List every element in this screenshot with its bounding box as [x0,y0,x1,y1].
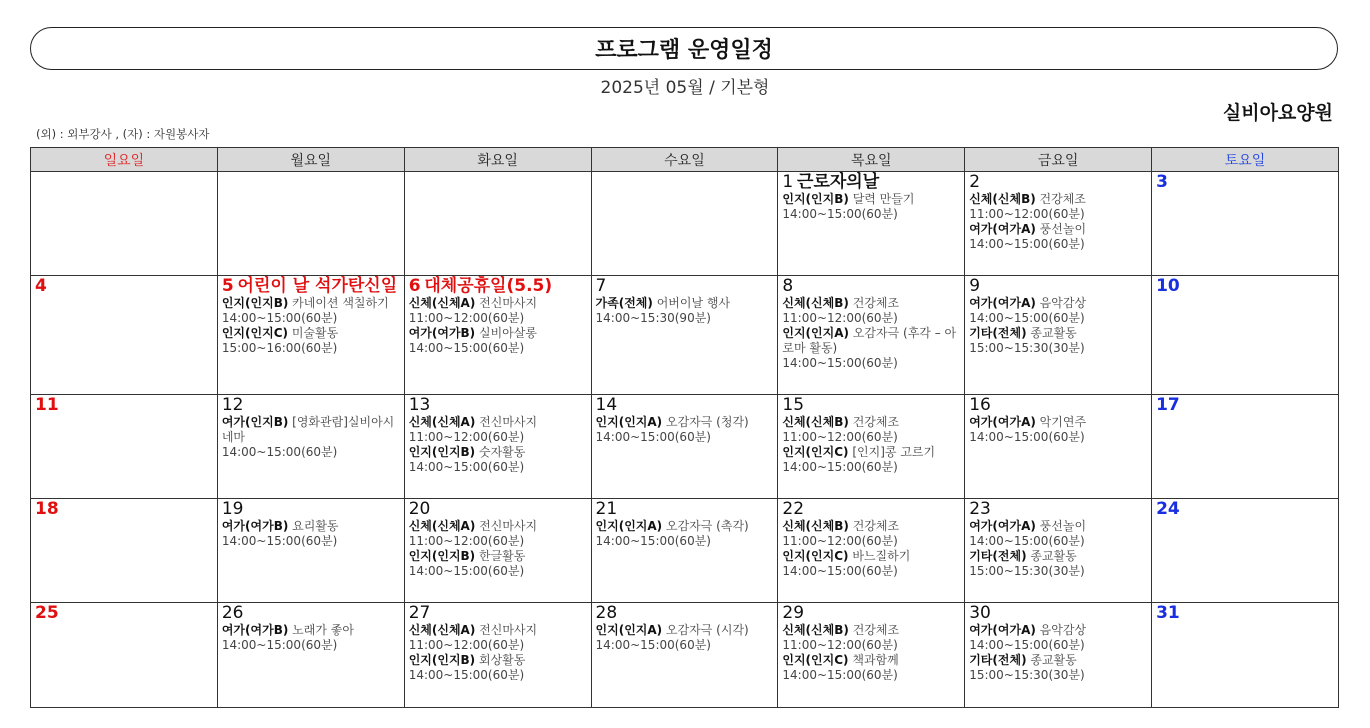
activity-entry [969,415,1148,430]
day-header [596,604,775,623]
activity-entry [969,222,1148,237]
day-number: 25 [35,603,59,623]
activity-time: 11:00~12:00(60분) [782,311,898,325]
activity-category: 인지(인지A) [595,415,663,429]
activity-name: 전신마사지 [479,415,538,429]
day-cell [591,395,778,499]
day-header [1156,396,1335,415]
day-cell [591,499,778,603]
activity-entry [969,549,1148,564]
activity-name: 실비아살롱 [479,326,537,340]
day-number: 5 [221,276,234,296]
day-cell [1152,276,1339,395]
day-header [969,277,1148,296]
day-cell [965,499,1152,603]
activity-time: 14:00~15:00(60분) [408,460,525,474]
activity-entry [782,549,961,564]
activity-time: 11:00~12:00(60분) [782,430,898,444]
day-header [222,604,401,623]
activity-category: 여가(여가B) [221,623,289,637]
day-header [409,396,588,415]
activity-entry [782,519,961,534]
day-number: 29 [782,603,805,623]
activity-name: 음악감상 [1039,296,1087,310]
day-number: 2 [969,172,981,192]
day-cell [591,172,778,276]
activity-entry [969,296,1148,311]
holiday-title: 대체공휴일(5.5) [424,276,553,296]
activity-category: 신체(신체A) [408,623,476,637]
day-cell [965,603,1152,708]
activity-category: 여가(인지B) [221,415,289,429]
day-number: 15 [782,395,805,415]
activity-category: 여가(여가B) [221,519,289,533]
day-number: 26 [221,603,244,623]
activity-name: 어버이날 행사 [656,296,731,310]
activity-category: 인지(인지B) [408,653,476,667]
activity-entry [409,415,588,430]
activity-entry [409,549,588,564]
activity-time: 15:00~15:30(30분) [969,668,1085,682]
activity-category: 여가(여가A) [969,415,1036,429]
day-number: 9 [969,276,981,296]
activity-time: 14:00~15:00(60분) [595,534,711,548]
day-number: 11 [35,395,59,415]
activity-time: 14:00~15:00(60분) [595,430,711,444]
activity-category: 인지(인지A) [782,326,849,340]
activity-category: 신체(신체A) [408,296,476,310]
activity-entry [409,326,588,341]
activity-entry [782,623,961,638]
activity-name: 오감자극 (촉각) [665,519,749,533]
day-cell [965,276,1152,395]
day-number: 3 [1156,172,1168,192]
activity-category: 여가(여가A) [969,222,1036,236]
weekday-header-wednesday: 수요일 [591,148,778,172]
day-cell [404,276,591,395]
day-cell [778,276,965,395]
day-cell [404,603,591,708]
activity-name: 건강체조 [852,519,900,533]
day-header [35,277,214,296]
activity-name: 오감자극 (청각) [665,415,749,429]
activity-name: 요리활동 [292,519,339,533]
day-number: 31 [1156,603,1180,623]
day-cell [1152,499,1339,603]
activity-entry [782,653,961,668]
day-cell [778,172,965,276]
activity-entry [782,445,961,460]
calendar-week-row [31,276,1339,395]
day-header [222,277,401,296]
activity-time: 14:00~15:00(60분) [969,534,1085,548]
day-cell [1152,172,1339,276]
day-cell [217,276,404,395]
activity-entry [222,415,401,445]
day-header [1156,277,1335,296]
activity-category: 인지(인지A) [595,623,663,637]
day-header [596,277,775,296]
activity-name: 책과함께 [852,653,899,667]
activity-entry [409,445,588,460]
weekday-header-row [31,148,1339,172]
activity-name: 카네이션 색칠하기 [292,296,389,310]
activity-time: 14:00~15:00(60분) [969,638,1085,652]
activity-time: 11:00~12:00(60분) [408,534,525,548]
organization-name: 실비아요양원 [1222,102,1333,124]
day-number: 30 [969,603,991,623]
day-number: 4 [35,276,47,296]
activity-category: 가족(전체) [595,296,653,310]
activity-category: 신체(신체B) [782,296,849,310]
day-header [1156,500,1335,519]
day-number: 14 [595,395,618,415]
day-number: 19 [221,499,244,519]
activity-category: 기타(전체) [969,326,1027,340]
activity-entry [782,296,961,311]
activity-time: 15:00~16:00(60분) [221,341,338,355]
day-cell [31,603,218,708]
weekday-header-monday: 월요일 [217,148,404,172]
day-cell [31,395,218,499]
day-number: 27 [408,603,431,623]
activity-time: 14:00~15:00(60분) [782,207,898,221]
day-header [782,604,961,623]
day-cell [778,499,965,603]
schedule-subtitle: 2025년 05월 / 기본형 [600,78,770,98]
activity-time: 14:00~15:00(60분) [969,430,1085,444]
day-number: 16 [969,395,991,415]
activity-time: 14:00~15:00(60분) [782,668,898,682]
day-number: 24 [1156,499,1180,519]
day-header [969,396,1148,415]
day-cell [591,603,778,708]
activity-category: 인지(인지C) [782,549,849,563]
activity-time: 14:00~15:30(90분) [595,311,711,325]
activity-entry [409,653,588,668]
activity-entry [969,192,1148,207]
day-header [409,277,588,296]
activity-entry [969,326,1148,341]
activity-category: 여가(여가A) [969,519,1036,533]
activity-name: [인지]콩 고르기 [852,445,936,459]
activity-entry [222,519,401,534]
activity-category: 인지(인지A) [595,519,663,533]
activity-name: 바느질하기 [852,549,911,563]
activity-name: 달력 만들기 [852,192,915,206]
activity-category: 신체(신체A) [408,415,476,429]
calendar-week-row [31,499,1339,603]
activity-time: 14:00~15:00(60분) [408,564,525,578]
day-number: 8 [782,276,794,296]
day-number: 13 [408,395,431,415]
activity-category: 신체(신체B) [782,519,849,533]
day-header [35,604,214,623]
day-header [596,500,775,519]
day-cell [217,395,404,499]
day-cell [778,603,965,708]
activity-entry [782,192,961,207]
day-number: 23 [969,499,991,519]
activity-time: 11:00~12:00(60분) [969,207,1085,221]
activity-entry [409,519,588,534]
weekday-header-tuesday: 화요일 [404,148,591,172]
calendar-week-row [31,172,1339,276]
activity-name: 종교활동 [1030,549,1077,563]
day-number: 12 [221,395,244,415]
activity-category: 여가(여가B) [408,326,476,340]
calendar-week-row [31,395,1339,499]
activity-name: 전신마사지 [479,623,538,637]
activity-entry [409,296,588,311]
activity-entry [969,623,1148,638]
activity-time: 11:00~12:00(60분) [408,430,525,444]
legend-note: (외) : 외부강사 , (자) : 자원봉사자 [36,127,210,141]
activity-entry [596,415,775,430]
holiday-title: 근로자의날 [797,172,880,192]
day-header [782,173,961,192]
activity-entry [596,296,775,311]
activity-category: 신체(신체B) [782,415,849,429]
activity-time: 14:00~15:00(60분) [408,341,525,355]
activity-category: 신체(신체B) [782,623,849,637]
day-cell [404,499,591,603]
day-number: 17 [1156,395,1180,415]
day-cell [31,172,218,276]
activity-name: 노래가 좋아 [292,623,354,637]
day-cell [1152,395,1339,499]
activity-time: 14:00~15:00(60분) [782,564,898,578]
day-number: 18 [35,499,59,519]
activity-time: 14:00~15:00(60분) [969,237,1085,251]
activity-category: 인지(인지C) [221,326,288,340]
activity-category: 여가(여가A) [969,296,1036,310]
activity-entry [782,415,961,430]
activity-time: 14:00~15:00(60분) [408,668,525,682]
day-header [969,173,1148,192]
activity-time: 14:00~15:00(60분) [782,356,898,370]
day-cell [31,499,218,603]
activity-name: 오감자극 (시각) [665,623,749,637]
activity-name: 전신마사지 [479,296,538,310]
day-number: 10 [1156,276,1180,296]
day-cell [217,172,404,276]
day-header [969,500,1148,519]
activity-category: 인지(인지B) [408,549,476,563]
activity-time: 14:00~15:00(60분) [221,311,338,325]
activity-name: 종교활동 [1030,326,1077,340]
day-cell [591,276,778,395]
day-header [1156,604,1335,623]
activity-category: 인지(인지C) [782,653,849,667]
weekday-header-friday: 금요일 [965,148,1152,172]
activity-category: 인지(인지B) [782,192,849,206]
day-header [782,277,961,296]
activity-name: 건강체조 [1039,192,1086,206]
day-header [222,500,401,519]
day-number: 21 [595,499,618,519]
activity-name: 건강체조 [852,296,900,310]
activity-entry [969,519,1148,534]
activity-time: 11:00~12:00(60분) [782,638,898,652]
holiday-title: 어린이 날 석가탄신일 [237,276,398,296]
activity-name: 숫자활동 [479,445,526,459]
activity-entry [596,519,775,534]
activity-entry [782,326,961,356]
day-header [35,396,214,415]
activity-category: 인지(인지B) [221,296,289,310]
activity-time: 11:00~12:00(60분) [782,534,898,548]
activity-time: 11:00~12:00(60분) [408,638,525,652]
day-number: 6 [408,276,421,296]
weekday-header-thursday: 목요일 [778,148,965,172]
activity-time: 14:00~15:00(60분) [969,311,1085,325]
activity-name: 건강체조 [852,415,900,429]
day-number: 7 [595,276,607,296]
day-cell [217,603,404,708]
activity-category: 신체(신체A) [408,519,476,533]
day-header [782,500,961,519]
activity-category: 인지(인지B) [408,445,476,459]
day-header [409,500,588,519]
activity-entry [222,623,401,638]
activity-name: 풍선놀이 [1039,519,1087,533]
activity-name: 한글활동 [479,549,526,563]
day-header [409,604,588,623]
weekday-header-saturday: 토요일 [1152,148,1339,172]
day-header [222,396,401,415]
activity-entry [409,623,588,638]
activity-time: 14:00~15:00(60분) [221,534,338,548]
day-cell [965,395,1152,499]
activity-name: 오감자극 (후각 – 아로마 활동) [782,326,957,355]
day-header [1156,173,1335,192]
activity-name: [영화관람]실비아시네마 [221,415,395,444]
activity-time: 14:00~15:00(60분) [782,460,898,474]
activity-category: 기타(전체) [969,653,1027,667]
activity-entry [222,296,401,311]
activity-category: 인지(인지C) [782,445,849,459]
day-cell [778,395,965,499]
activity-entry [969,653,1148,668]
activity-entry [596,623,775,638]
day-header [596,396,775,415]
calendar-week-row [31,603,1339,708]
activity-name: 종교활동 [1030,653,1077,667]
activity-entry [222,326,401,341]
day-header [969,604,1148,623]
day-number: 20 [408,499,431,519]
day-number: 1 [782,172,794,192]
activity-name: 회상활동 [479,653,526,667]
activity-category: 여가(여가A) [969,623,1036,637]
activity-category: 기타(전체) [969,549,1027,563]
activity-time: 15:00~15:30(30분) [969,564,1085,578]
day-header [35,500,214,519]
day-number: 22 [782,499,805,519]
activity-name: 악기연주 [1039,415,1087,429]
activity-name: 미술활동 [291,326,339,340]
day-number: 28 [595,603,618,623]
page-title: 프로그램 운영일정 [30,27,1338,70]
activity-time: 15:00~15:30(30분) [969,341,1085,355]
day-cell [404,172,591,276]
activity-name: 음악감상 [1039,623,1087,637]
activity-time: 11:00~12:00(60분) [408,311,525,325]
activity-name: 전신마사지 [479,519,538,533]
activity-name: 풍선놀이 [1039,222,1087,236]
day-cell [31,276,218,395]
activity-category: 신체(신체B) [969,192,1036,206]
activity-time: 14:00~15:00(60분) [221,445,338,459]
weekday-header-sunday: 일요일 [31,148,218,172]
activity-time: 14:00~15:00(60분) [221,638,338,652]
day-cell [1152,603,1339,708]
calendar-table [30,147,1339,708]
day-header [782,396,961,415]
day-cell [965,172,1152,276]
activity-time: 14:00~15:00(60분) [595,638,711,652]
activity-name: 건강체조 [852,623,900,637]
day-cell [404,395,591,499]
day-cell [217,499,404,603]
